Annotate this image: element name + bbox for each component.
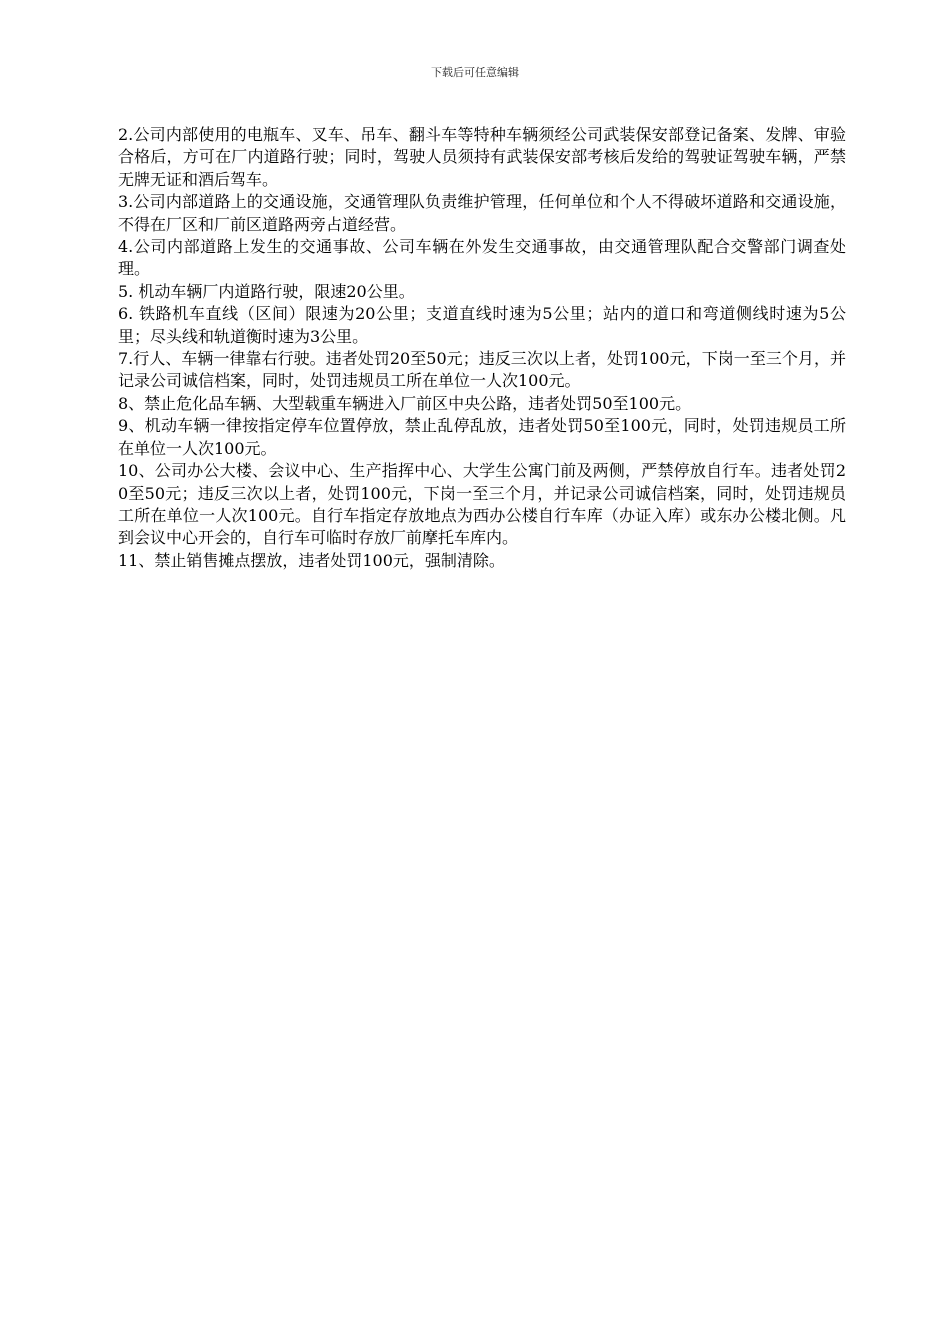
paragraph-rule-7: 7.行人、车辆一律靠右行驶。违者处罚20至50元；违反三次以上者，处罚100元，下岗一至三个月，并记录公司诚信档案，同时，处罚违规员工所在单位一人次100元。 bbox=[118, 349, 846, 391]
paragraph-rule-10: 10、公司办公大楼、会议中心、生产指挥中心、大学生公寓门前及两侧，严禁停放自行车。违者处罚20至50元；违反三次以上者，处罚100元，下岗一至三个月，并记录公司诚信档案，同时，处罚违规员工所在单位一人次100元。自行车指定存放地点为西办公楼自行车库（办证入库）或东办公楼北侧。凡到会议中心开会的，自行车可临时存放厂前摩托车库内。 bbox=[118, 461, 846, 548]
paragraph-rule-4: 4.公司内部道路上发生的交通事故、公司车辆在外发生交通事故，由交通管理队配合交警部门调查处理。 bbox=[118, 237, 846, 279]
paragraph-rule-8: 8、禁止危化品车辆、大型载重车辆进入厂前区中央公路，违者处罚50至100元。 bbox=[118, 393, 692, 413]
paragraph-rule-6: 6. 铁路机车直线（区间）限速为20公里；支道直线时速为5公里；站内的道口和弯道侧线时速为5公里；尽头线和轨道衡时速为3公里。 bbox=[118, 304, 846, 346]
page-header: 下载后可任意编辑 bbox=[431, 66, 519, 79]
document-body bbox=[118, 124, 846, 572]
paragraph-rule-11: 11、禁止销售摊点摆放，违者处罚100元，强制清除。 bbox=[118, 550, 505, 570]
paragraph-rule-9: 9、机动车辆一律按指定停车位置停放，禁止乱停乱放，违者处罚50至100元，同时，处罚违规员工所在单位一人次100元。 bbox=[118, 416, 846, 458]
paragraph-rule-3: 3.公司内部道路上的交通设施，交通管理队负责维护管理，任何单位和个人不得破坏道路和交通设施，不得在厂区和厂前区道路两旁占道经营。 bbox=[118, 192, 846, 234]
paragraph-rule-5: 5. 机动车辆厂内道路行驶，限速20公里。 bbox=[118, 281, 415, 301]
paragraph-rule-2: 2.公司内部使用的电瓶车、叉车、吊车、翻斗车等特种车辆须经公司武装保安部登记备案、发牌、审验合格后，方可在厂内道路行驶；同时，驾驶人员须持有武装保安部考核后发给的驾驶证驾驶车辆，严禁无牌无证和酒后驾车。 bbox=[118, 125, 846, 189]
